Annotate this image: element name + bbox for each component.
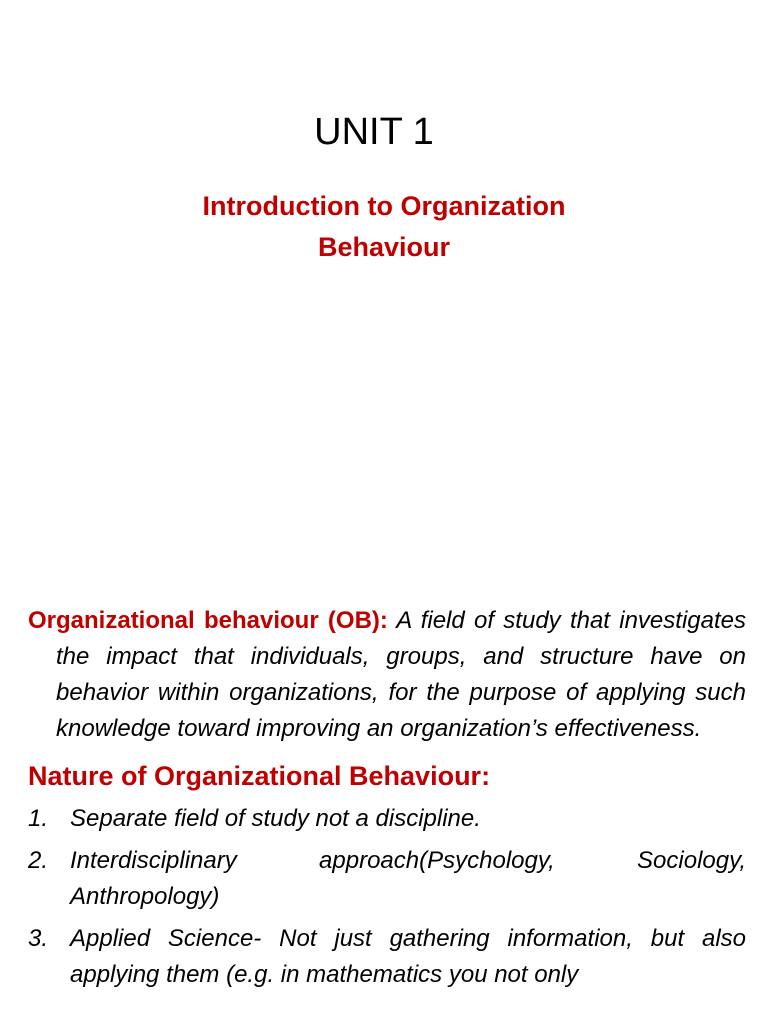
list-item [28, 801, 746, 837]
list-item-number: 1. [28, 805, 49, 832]
ob-definition [28, 603, 746, 747]
list-item [28, 843, 746, 915]
list-item-text: Applied Science- Not just gathering information, but also applying them (e.g. in mathematics you not only [70, 925, 746, 988]
subtitle-line-2: Behaviour [317, 232, 451, 262]
list-item-text: Separate field of study not a discipline. [70, 805, 481, 832]
definition-term: Organizational behaviour (OB): [28, 607, 388, 634]
definition-text: A field of study that investigates the impact that individuals, groups, and structure have on behavior within organizations, for the purpose of applying such knowledge toward improving an organization’s effectiveness. [56, 607, 746, 742]
list-item-number: 2. [28, 847, 49, 874]
subtitle-line-1: Introduction to Organization [202, 191, 566, 221]
list-item-number: 3. [28, 925, 49, 952]
nature-heading: Nature of Organizational Behaviour: [28, 761, 491, 791]
unit-subtitle [0, 186, 768, 268]
content-body [28, 603, 746, 999]
nature-list [28, 801, 746, 993]
unit-title: UNIT 1 [314, 111, 434, 153]
list-item-text: Interdisciplinary approach(Psychology, Sociology, Anthropology) [70, 847, 746, 910]
list-item [28, 921, 746, 993]
